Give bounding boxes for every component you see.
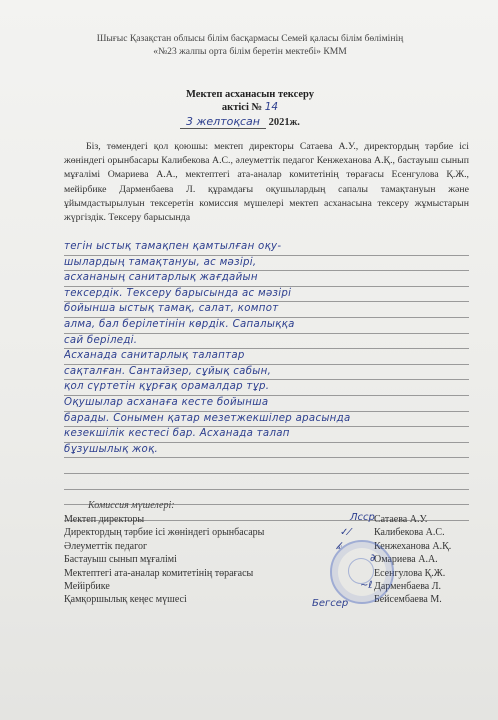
handwritten-line: бойынша ыстық тамақ, салат, компот — [64, 302, 469, 318]
signature-pedagog-icon: 𝓀 — [336, 541, 342, 552]
document-date — [180, 115, 380, 128]
commission-heading: Комиссия мүшелері: — [88, 500, 175, 511]
commission-member-row — [64, 540, 484, 553]
handwritten-line — [64, 458, 469, 474]
member-role: Мейірбике — [64, 580, 110, 592]
signature-director-icon: Лсср — [350, 512, 375, 523]
member-role: Әлеуметтік педагог — [64, 540, 148, 552]
commission-member-row — [64, 526, 484, 539]
member-name: Калибекова А.С. — [374, 527, 445, 539]
handwritten-line: кезекшілік кестесі бар. Асханада талап — [64, 427, 469, 443]
member-name: Бейсембаева М. — [374, 594, 442, 606]
handwritten-line: қол сүртетін құрғақ орамалдар тұр. — [64, 380, 469, 396]
member-role: Директордың тәрбие ісі жөніндегі орынбасары — [64, 527, 265, 539]
commission-member-row — [64, 567, 484, 580]
member-role: Бастауыш сынып мұғалімі — [64, 554, 177, 566]
member-role: Қамқоршылық кеңес мүшесі — [64, 594, 187, 606]
member-name: Дарменбаева Л. — [374, 580, 442, 592]
title-line-2 — [100, 101, 400, 114]
date-year: 2021ж. — [268, 117, 300, 128]
title-act-label: актісі № — [221, 102, 263, 113]
handwritten-findings — [64, 240, 469, 521]
handwritten-line: бұзушылық жоқ. — [64, 443, 469, 459]
member-role: Мектептегі ата-аналар комитетінің төрағасы — [64, 567, 254, 579]
commission-members-list — [64, 513, 484, 607]
title-line-1: Мектеп асханасын тексеру — [186, 89, 314, 100]
member-name: Сатаева А.У. — [374, 514, 428, 525]
handwritten-line: асхананың санитарлық жағдайын — [64, 271, 469, 287]
handwritten-line: барады. Сонымен қатар мезетжекшілер арасында — [64, 412, 469, 428]
organization-header — [40, 32, 460, 58]
commission-member-row — [64, 553, 484, 566]
commission-member-row — [64, 580, 484, 593]
handwritten-line: Оқушылар асханаға кесте бойынша — [64, 396, 469, 412]
member-role: Мектеп директоры — [64, 514, 145, 525]
org-line-1: Шығыс Қазақстан облысы білім басқармасы Семей қаласы білім бөлімінің — [96, 33, 404, 44]
member-name: Есенгулова Қ.Ж. — [374, 567, 446, 579]
handwritten-line: алма, бал берілетінін көрдік. Сапалыққа — [64, 318, 469, 334]
member-name: Омариева А.А. — [374, 554, 438, 566]
handwritten-line: тексердік. Тексеру барысында ас мәзірі — [64, 287, 469, 303]
signature-nurse-icon: ~ℓ — [360, 580, 373, 591]
act-number: 14 — [264, 101, 279, 113]
handwritten-line: тегін ыстық тамақпен қамтылған оқу- — [64, 240, 469, 256]
date-day-month: 3 желтоқсан — [180, 115, 266, 129]
intro-paragraph: Біз, төмендегі қол қоюшы: мектеп директоры Сатаева А.У., директордың тәрбие ісі жөніндегі орынбасары Калибекова А.С., әлеуметтік педагог Кенжеханова А.Қ., бастауыш сынып мұғалімі Омариева А.А., мектептегі ата-аналар комитетінің төрағасы Есенгулова Қ.Ж., мейірбике Дарменбаева Л. құрамдағы оқушылардың сапалы тамақтануын және ұйымдастырылуын тексеретін комиссия мүшелері мектеп асханасына тексеру жұмыстарын жүргіздік. Тексеру барысында — [64, 141, 469, 224]
handwritten-line — [64, 474, 469, 490]
org-line-2: «№23 жалпы орта білім беретін мектебі» КММ — [153, 46, 347, 57]
handwritten-line: шылардың тамақтануы, ас мәзірі, — [64, 256, 469, 272]
handwritten-line: сақталған. Сантайзер, сұйық сабын, — [64, 365, 469, 381]
signature-teacher-icon: ∂ — [370, 553, 376, 564]
handwritten-line: сай беріледі. — [64, 334, 469, 350]
commission-member-row — [64, 513, 484, 526]
signature-council-icon: Бегсер — [312, 598, 349, 609]
signature-deputy-icon: ✓⁄ — [340, 527, 351, 538]
member-name: Кенжеханова А.Қ. — [374, 540, 452, 552]
handwritten-line: Асханада санитарлық талаптар — [64, 349, 469, 365]
commission-member-row — [64, 593, 484, 606]
document-title — [100, 88, 400, 114]
